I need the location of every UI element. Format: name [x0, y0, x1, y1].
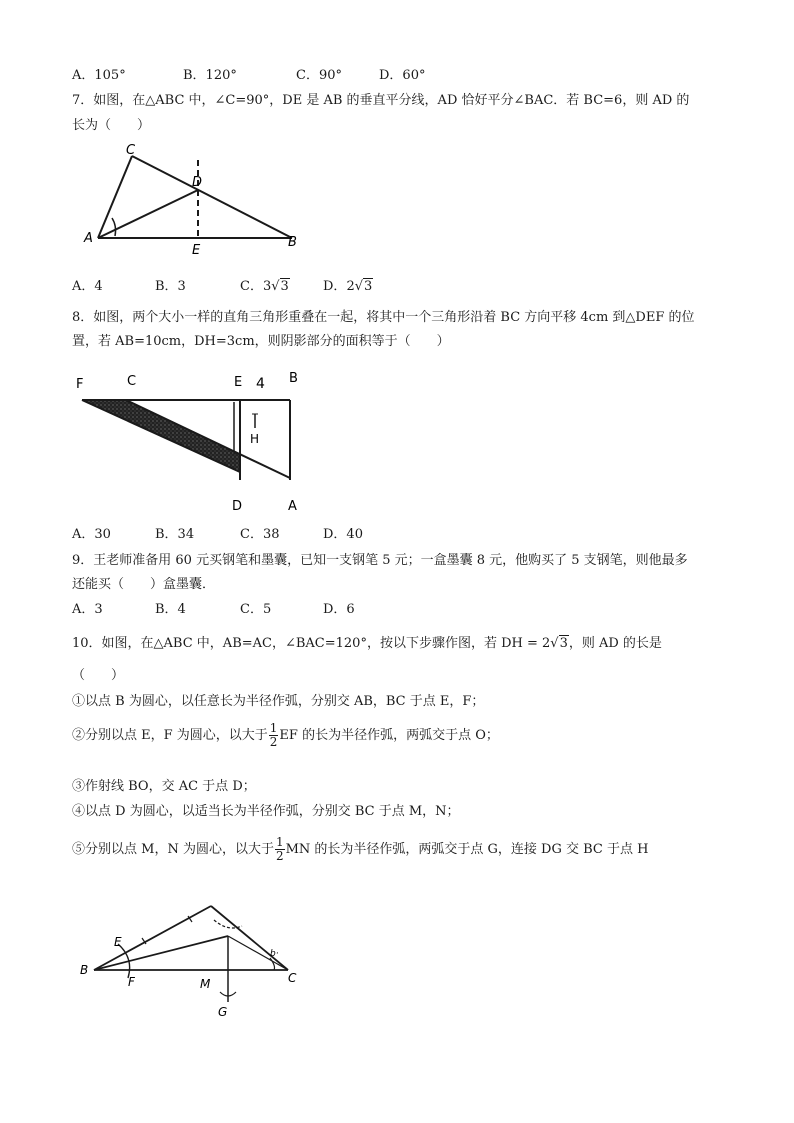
q10-label-m: M: [200, 977, 211, 991]
q10-step4: ④以点 D 为圆心，以适当长为半径作弧，分别交 BC 于点 M，N；: [72, 804, 460, 819]
q7-option-d: D．2√3: [323, 279, 373, 294]
q6-option-b: B．120°: [183, 68, 237, 83]
q8-hyp-abc: [126, 400, 290, 478]
q8-label-a: A: [288, 499, 297, 514]
q10-angle-label: b·: [270, 949, 279, 959]
q7-label-b: B: [288, 235, 297, 250]
q10-step5: ⑤分别以点 M，N 为圆心，以大于 $\frac{1}{2}$ MN 的长为半径作弧，两弧交于点 G，连接 DG 交 BC 于点 H: [72, 835, 649, 863]
q6-option-a: A．105°: [72, 68, 126, 83]
q10-label-b: B: [80, 963, 89, 977]
q10-figure: [76, 892, 316, 1022]
q10-stem-line1: 10．如图，在△ABC 中，AB=AC，∠BAC=120°，按以下步骤作图，若 DH = 2√3，则 AD 的长是: [72, 636, 662, 651]
q10-label-g: G: [218, 1005, 228, 1019]
q8-label-h: H: [250, 432, 260, 446]
q7-stem-line2: 长为（ ）: [72, 118, 151, 133]
q9-option-c: C．5: [240, 602, 272, 617]
q7-side-cb: [132, 156, 292, 238]
q7-figure: [80, 138, 310, 258]
q8-stem-line2: 置，若 AB=10cm，DH=3cm，则阴影部分的面积等于（ ）: [72, 334, 450, 349]
q7-option-c: C．3√3: [240, 279, 289, 294]
q7-label-e: E: [192, 243, 201, 258]
q10-stem-line2: （ ）: [72, 668, 125, 683]
q6-option-c: C．90°: [296, 68, 342, 83]
q9-option-a: A．3: [72, 602, 103, 617]
q8-stem-line1: 8．如图，两个大小一样的直角三角形重叠在一起，将其中一个三角形沿着 BC 方向平移 4cm 到△DEF 的位: [72, 310, 695, 325]
q8-hyp-def: [82, 400, 240, 472]
q7-label-c: C: [126, 143, 136, 158]
q7-option-a: A．4: [72, 279, 103, 294]
q8-option-c: C．38: [240, 527, 280, 542]
q8-label-f: F: [76, 377, 84, 392]
q8-figure: [72, 368, 312, 518]
q6-option-d: D．60°: [379, 68, 426, 83]
q10-angle-mark-c: [270, 958, 275, 970]
q8-label-b: B: [289, 371, 298, 386]
q7-label-d: D: [192, 175, 203, 190]
q7-angle-mark: [112, 218, 116, 236]
q8-label-c: C: [127, 374, 137, 389]
q10-label-e: E: [114, 935, 122, 949]
q8-label-e: E: [234, 375, 243, 390]
q8-option-a: A．30: [72, 527, 111, 542]
q9-option-d: D．6: [323, 602, 355, 617]
q8-label-d: D: [232, 499, 243, 514]
q10-label-c: C: [288, 971, 297, 985]
q9-option-b: B．4: [155, 602, 186, 617]
q10-step2: ②分别以点 E，F 为圆心，以大于 $\frac{1}{2}$ EF 的长为半径作弧，两弧交于点 O；: [72, 721, 499, 749]
q8-label-4: 4: [256, 376, 265, 392]
q10-segment-dc: [228, 936, 288, 970]
q7-option-b: B．3: [155, 279, 186, 294]
q8-option-b: B．34: [155, 527, 195, 542]
q7-label-a: A: [84, 231, 93, 246]
q10-step1: ①以点 B 为圆心，以任意长为半径作弧，分别交 AB，BC 于点 E，F；: [72, 694, 485, 709]
q9-stem-line1: 9．王老师准备用 60 元买钢笔和墨囊，已知一支钢笔 5 元；一盒墨囊 8 元，他购买了 5 支钢笔，则他最多: [72, 553, 688, 568]
q8-option-d: D．40: [323, 527, 363, 542]
q10-label-f: F: [128, 975, 135, 989]
q7-segment-ad: [98, 190, 198, 238]
q10-step3: ③作射线 BO，交 AC 于点 D；: [72, 779, 256, 794]
q9-stem-line2: 还能买（ ）盒墨囊．: [72, 577, 216, 592]
q10-side-ba: [94, 906, 211, 970]
q7-stem-line1: 7．如图，在△ABC 中，∠C=90°，DE 是 AB 的垂直平分线，AD 恰好平分∠BAC．若 BC=6，则 AD 的: [72, 93, 690, 108]
